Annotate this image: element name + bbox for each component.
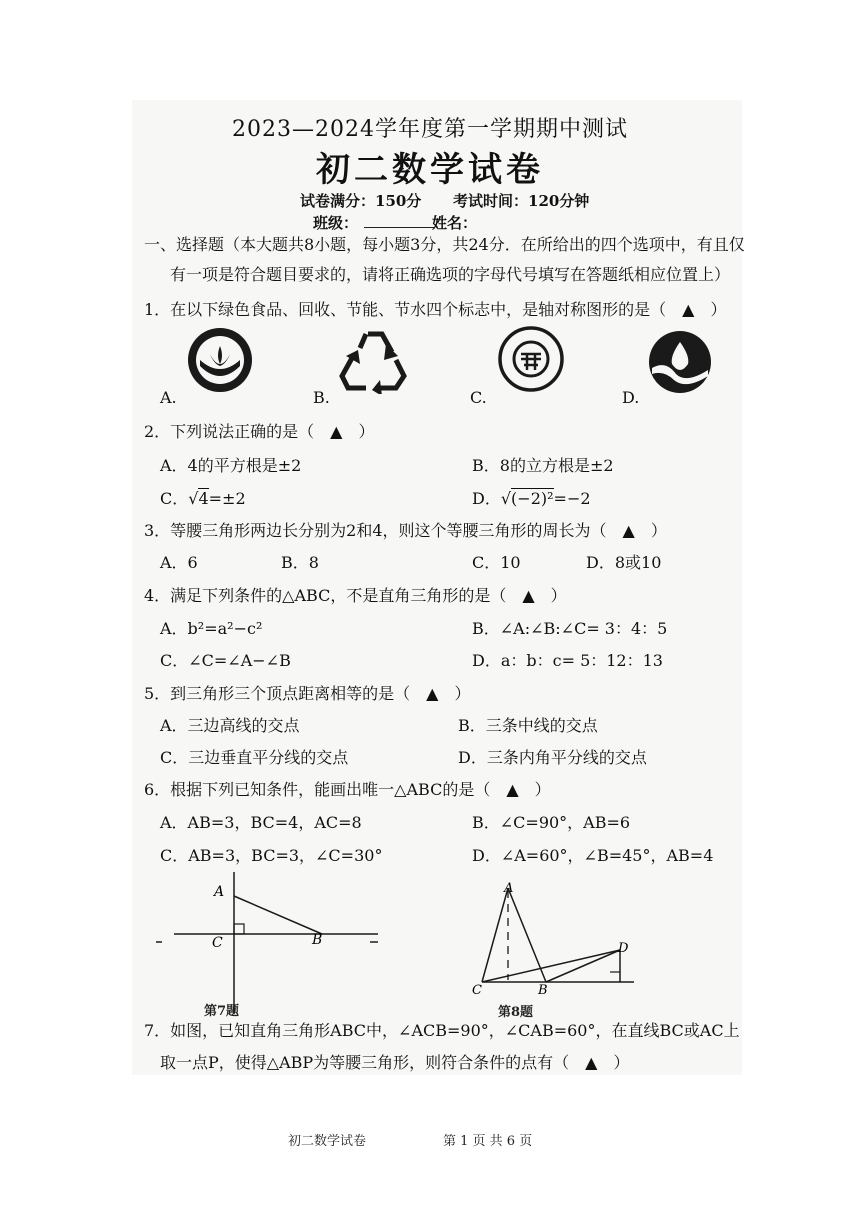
question-6-stem: 6．根据下列已知条件，能画出唯一△ABC的是（ ▲ ） xyxy=(144,780,551,799)
question-4-stem: 4．满足下列条件的△ABC，不是直角三角形的是（ ▲ ） xyxy=(144,586,567,605)
name-label: 姓名： xyxy=(432,214,478,232)
question-7-line1: 7．如图，已知直角三角形ABC中，∠ACB=90°，∠CAB=60°，在直线BC或AC上 xyxy=(144,1021,740,1040)
question-3-stem: 3．等腰三角形两边长分别为2和4，则这个等腰三角形的周长为（ ▲ ） xyxy=(144,521,667,540)
figure-7-label-b: B xyxy=(312,932,323,948)
question-5-option-c: C．三边垂直平分线的交点 xyxy=(160,748,349,767)
section-heading-line1: 一、选择题（本大题共8小题，每小题3分，共24分．在所给出的四个选项中，有且仅 xyxy=(144,235,745,254)
time-info: 考试时间：120分钟 xyxy=(453,192,590,210)
question-5-option-b: B．三条中线的交点 xyxy=(458,716,598,735)
question-4-option-c: C．∠C=∠A−∠B xyxy=(160,651,291,670)
question-1-option-c: C. xyxy=(470,388,487,407)
score-info: 试卷满分：150分 xyxy=(300,192,422,210)
exam-title: 初二数学试卷 xyxy=(316,150,544,190)
figure-8-label-c: C xyxy=(472,983,482,998)
figure-8-label-b: B xyxy=(538,983,548,998)
green-food-logo-icon xyxy=(186,326,254,394)
exam-title-year: 2023—2024学年度第一学期期中测试 xyxy=(232,117,628,142)
recycle-logo-icon xyxy=(338,326,410,394)
class-blank xyxy=(364,226,434,228)
class-field xyxy=(313,212,434,233)
question-2-option-a: A．4的平方根是±2 xyxy=(160,456,302,475)
footer-page-number: 第 1 页 共 6 页 xyxy=(443,1134,533,1149)
figure-7 xyxy=(150,866,380,1016)
radicand: (−2)² xyxy=(511,489,554,508)
question-2-option-d: D．√(−2)²=−2 xyxy=(472,489,591,508)
water-saving-logo-icon xyxy=(646,330,714,394)
question-2-stem: 2．下列说法正确的是（ ▲ ） xyxy=(144,422,375,441)
question-6-option-b: B．∠C=90°，AB=6 xyxy=(472,813,631,832)
figure-7-caption: 第7题 xyxy=(204,1004,240,1019)
question-6-option-c: C．AB=3，BC=3，∠C=30° xyxy=(160,846,383,865)
figure-8-caption: 第8题 xyxy=(498,1005,534,1020)
radicand: 4 xyxy=(198,489,209,508)
section-heading-line2: 有一项是符合题目要求的，请将正确选项的字母代号填写在答题纸相应位置上） xyxy=(170,265,731,284)
figure-8-label-d: D xyxy=(618,941,629,956)
question-2-option-c: C．√4=±2 xyxy=(160,489,246,508)
question-5-option-d: D．三条内角平分线的交点 xyxy=(458,748,647,767)
question-5-option-a: A．三边高线的交点 xyxy=(160,716,300,735)
question-1-stem: 1．在以下绿色食品、回收、节能、节水四个标志中，是轴对称图形的是（ ▲ ） xyxy=(144,300,727,319)
energy-saving-logo-icon xyxy=(497,324,565,394)
question-7-line2: 取一点P，使得△ABP为等腰三角形，则符合条件的点有（ ▲ ） xyxy=(160,1053,630,1072)
question-4-option-a: A．b²=a²−c² xyxy=(160,619,263,638)
question-4-option-d: D．a：b：c= 5：12：13 xyxy=(472,651,663,670)
question-1-option-a: A. xyxy=(160,388,177,407)
figure-8-label-a: A xyxy=(504,881,514,896)
question-3-option-b: B．8 xyxy=(281,553,319,572)
class-label: 班级： xyxy=(313,214,359,232)
question-3-option-a: A．6 xyxy=(160,553,198,572)
question-1-option-b: B. xyxy=(313,388,330,407)
figure-8 xyxy=(468,880,638,998)
question-6-option-d: D．∠A=60°，∠B=45°，AB=4 xyxy=(472,846,714,865)
footer-subject: 初二数学试卷 xyxy=(288,1134,367,1149)
question-1-option-d: D. xyxy=(622,388,640,407)
question-3-option-c: C．10 xyxy=(472,553,521,572)
question-2-option-b: B．8的立方根是±2 xyxy=(472,456,614,475)
question-3-option-d: D．8或10 xyxy=(586,553,662,572)
question-5-stem: 5．到三角形三个顶点距离相等的是（ ▲ ） xyxy=(144,684,471,703)
question-4-option-b: B．∠A:∠B:∠C= 3：4：5 xyxy=(472,619,668,638)
figure-7-label-c: C xyxy=(212,935,223,951)
question-6-option-a: A．AB=3，BC=4，AC=8 xyxy=(160,813,362,832)
figure-7-label-a: A xyxy=(214,884,225,900)
